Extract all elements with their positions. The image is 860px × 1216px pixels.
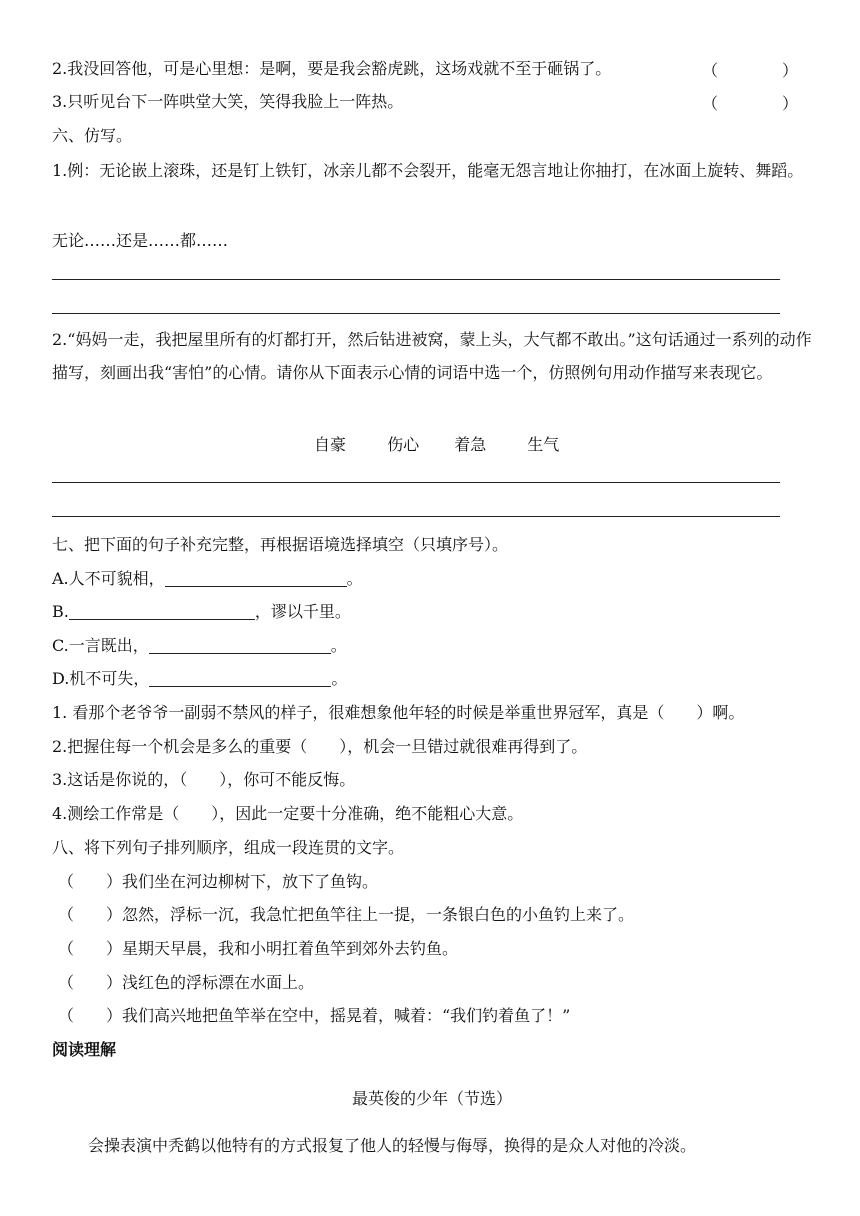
mood-word: 着急 — [454, 435, 487, 454]
question-5-2: 2.我没回答他，可是心里想：是啊，要是我会豁虎跳，这场戏就不至于砸锅了。 — [52, 59, 612, 78]
question-7-1: 1. 看那个老爷爷一副弱不禁风的样子，很难想象他年轻的时候是举重世界冠军，真是（ ）啊。 — [52, 703, 745, 722]
question-7-4: 4.测绘工作常是（ ），因此一定要十分准确，绝不能粗心大意。 — [52, 804, 524, 823]
answer-line-6-1a[interactable] — [52, 279, 780, 280]
reading-first-line: 会操表演中秃鹤以他特有的方式报复了他人的轻慢与侮辱，换得的是众人对他的冷淡。 — [88, 1136, 697, 1155]
mood-word: 生气 — [527, 435, 560, 454]
idiom-b-prefix: B. — [52, 602, 69, 621]
section-6-title: 六、仿写。 — [52, 126, 133, 145]
idiom-c-prefix: C.一言既出， — [52, 636, 149, 655]
section-7-title: 七、把下面的句子补充完整，再根据语境选择填空（只填序号）。 — [52, 535, 509, 554]
idiom-c-suffix: 。 — [330, 636, 347, 655]
idiom-b — [52, 601, 351, 623]
answer-line-6-2b[interactable] — [52, 516, 780, 517]
mood-word: 自豪 — [314, 435, 347, 454]
idiom-d — [52, 668, 347, 690]
question-6-1-example: 1.例：无论嵌上滚珠，还是钉上铁钉，冰亲儿都不会裂开，能毫无怨言地让你抽打，在冰面上旋转、舞蹈。 — [52, 161, 804, 180]
idiom-a-suffix: 。 — [346, 569, 363, 588]
order-item-1: （ ）我们坐在河边柳树下，放下了鱼钩。 — [58, 872, 379, 891]
order-item-5: （ ）我们高兴地把鱼竿举在空中，摇晃着，喊着：“我们钓着鱼了！” — [58, 1006, 571, 1025]
question-6-1-pattern: 无论……还是……都…… — [52, 231, 229, 250]
question-5-3: 3.只听见台下一阵哄堂大笑，笑得我脸上一阵热。 — [52, 92, 404, 111]
question-7-3: 3.这话是你说的，（ ），你可不能反悔。 — [52, 770, 356, 789]
idiom-d-blank[interactable] — [149, 668, 331, 687]
idiom-a — [52, 568, 363, 590]
idiom-b-suffix: ，谬以千里。 — [254, 602, 351, 621]
question-6-2-text: 2.“妈妈一走，我把屋里所有的灯都打开，然后钻进被窝，蒙上头，大气都不敢出。”这句话通过一系列的动作描写，刻画出我“害怕”的心情。请你从下面表示心情的词语中选一个，仿照例句用动作描写来表现它。 — [52, 330, 812, 382]
order-item-3: （ ）星期天早晨，我和小明扛着鱼竿到郊外去钓鱼。 — [58, 939, 459, 958]
answer-paren-5-2[interactable]: （ ） — [702, 61, 799, 80]
idiom-c — [52, 635, 347, 657]
answer-line-6-1b[interactable] — [52, 313, 780, 314]
order-item-4: （ ）浅红色的浮标漂在水面上。 — [58, 973, 315, 992]
section-8-title: 八、将下列句子排列顺序，组成一段连贯的文字。 — [52, 838, 405, 857]
idiom-b-blank[interactable] — [69, 601, 255, 620]
mood-word-list — [314, 432, 559, 455]
reading-title: 最英俊的少年（节选） — [352, 1089, 513, 1108]
idiom-a-prefix: A.人不可貌相， — [52, 569, 165, 588]
question-7-2: 2.把握住每一个机会是多么的重要（ ），机会一旦错过就很难再得到了。 — [52, 737, 588, 756]
answer-paren-5-3[interactable]: （ ） — [702, 94, 799, 113]
idiom-c-blank[interactable] — [149, 635, 331, 654]
idiom-d-suffix: 。 — [331, 669, 348, 688]
answer-line-6-2a[interactable] — [52, 482, 780, 483]
order-item-2: （ ）忽然，浮标一沉，我急忙把鱼竿往上一提，一条银白色的小鱼钓上来了。 — [58, 905, 635, 924]
idiom-a-blank[interactable] — [165, 568, 347, 587]
idiom-d-prefix: D.机不可失， — [52, 669, 150, 688]
mood-word: 伤心 — [387, 435, 420, 454]
reading-heading: 阅读理解 — [52, 1040, 117, 1059]
